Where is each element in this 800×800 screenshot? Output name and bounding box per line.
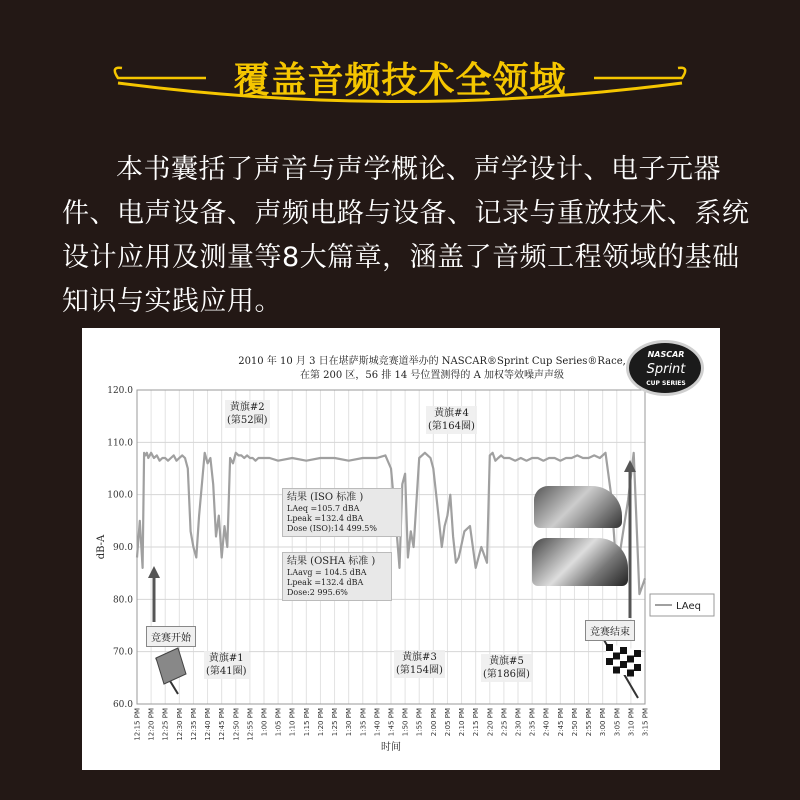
x-tick-label: 12:25 PM — [161, 708, 170, 741]
x-tick-label: 12:45 PM — [218, 708, 227, 741]
checkered-flag-square — [620, 654, 627, 661]
checkered-flag-square — [606, 665, 613, 672]
osha-results-box — [282, 552, 392, 601]
checkered-flag-square — [613, 646, 620, 653]
annotation-flag-2: 黄旗#2 (第52圈) — [227, 402, 268, 426]
x-tick-label: 2:20 PM — [486, 708, 495, 737]
y-axis-label: dB-A — [96, 534, 107, 560]
x-tick-label: 1:05 PM — [274, 708, 283, 737]
logo-brand: NASCAR — [647, 350, 685, 359]
x-tick-label: 1:15 PM — [302, 708, 311, 737]
annotation-flag-4: 黄旗#4 (第164圈) — [428, 408, 475, 432]
x-tick-label: 2:15 PM — [472, 708, 481, 737]
x-tick-label: 1:50 PM — [401, 708, 410, 737]
race-end-label: 竞赛结束 — [585, 620, 635, 641]
x-tick-label: 2:50 PM — [570, 708, 579, 737]
nascar-logo — [626, 340, 706, 400]
x-tick-label: 12:50 PM — [232, 708, 241, 741]
y-tick-label: 60.0 — [112, 700, 133, 710]
x-tick-label: 1:45 PM — [387, 708, 396, 737]
x-tick-label: 3:00 PM — [599, 708, 608, 737]
checkered-flag-square — [627, 670, 634, 677]
checkered-flag-square — [613, 653, 620, 660]
checkered-flag-square — [634, 664, 641, 671]
x-axis-label: 时间 — [381, 742, 401, 753]
osha-result-line: LAavg = 104.5 dBA — [287, 568, 367, 577]
checkered-flag-square — [634, 657, 641, 664]
race-car-image — [534, 486, 622, 528]
x-tick-label: 2:30 PM — [514, 708, 523, 737]
annotation-flag-5: 黄旗#5 (第186圈) — [483, 656, 530, 680]
x-tick-label: 3:10 PM — [627, 708, 636, 737]
checkered-flag-square — [613, 660, 620, 667]
x-tick-label: 12:30 PM — [175, 708, 184, 741]
x-tick-label: 2:10 PM — [458, 708, 467, 737]
checkered-flag-square — [606, 644, 613, 651]
y-tick-label: 100.0 — [107, 490, 133, 501]
logo-line2: CUP SERIES — [646, 380, 686, 387]
x-tick-label: 1:00 PM — [260, 708, 269, 737]
checkered-flag-square — [627, 656, 634, 663]
x-tick-label: 1:30 PM — [345, 708, 354, 737]
intro-paragraph: 本书囊括了声音与声学概论、声学设计、电子元器件、电声设备、声频电路与设备、记录与重放技术、系统设计应用及测量等8大篇章，涵盖了音频工程领域的基础知识与实践应用。 — [62, 154, 750, 317]
x-tick-label: 2:25 PM — [500, 708, 509, 737]
iso-result-line: Lpeak =132.4 dBA — [287, 514, 364, 523]
checkered-flag-square — [634, 671, 641, 678]
checkered-flag-square — [620, 647, 627, 654]
checkered-flag-square — [606, 651, 613, 658]
x-tick-label: 2:40 PM — [542, 708, 551, 737]
iso-result-line: LAeq =105.7 dBA — [287, 504, 360, 513]
checkered-flag-square — [606, 658, 613, 665]
checkered-flag-square — [627, 649, 634, 656]
iso-result-line: Dose (ISO):14 499.5% — [287, 524, 377, 533]
logo-line1: Sprint — [646, 362, 686, 377]
legend-label: LAeq — [676, 601, 701, 612]
chart-title-line1: 2010 年 10 月 3 日在堪萨斯城竞赛道举办的 NASCAR®Sprint Cup Series®Race, — [238, 356, 626, 367]
x-tick-label: 2:00 PM — [429, 708, 438, 737]
x-tick-label: 12:15 PM — [133, 708, 142, 741]
x-tick-label: 1:55 PM — [415, 708, 424, 737]
race-start-label: 竞赛开始 — [146, 626, 196, 647]
checkered-flag-square — [620, 668, 627, 675]
x-tick-label: 1:20 PM — [316, 708, 325, 737]
checkered-flag-square — [613, 667, 620, 674]
chart-svg — [82, 328, 720, 770]
annotation-flag-3: 黄旗#3 (第154圈) — [396, 652, 443, 676]
x-tick-label: 12:35 PM — [189, 708, 198, 741]
y-tick-label: 110.0 — [107, 438, 133, 449]
y-tick-label: 70.0 — [112, 647, 133, 658]
x-tick-label: 2:45 PM — [556, 708, 565, 737]
checkered-flag — [606, 644, 641, 678]
checkered-flag-square — [620, 661, 627, 668]
x-tick-label: 1:35 PM — [359, 708, 368, 737]
x-tick-label: 3:05 PM — [613, 708, 622, 737]
x-tick-label: 1:25 PM — [331, 708, 340, 737]
iso-results-box — [282, 488, 402, 537]
checkered-flag-square — [627, 663, 634, 670]
x-tick-label: 12:20 PM — [147, 708, 156, 741]
osha-result-line: Lpeak =132.4 dBA — [287, 578, 364, 587]
x-tick-label: 1:40 PM — [373, 708, 382, 737]
osha-results-title: 结果 (OSHA 标准 ) — [287, 556, 376, 567]
x-tick-label: 12:55 PM — [246, 708, 255, 741]
section-heading — [0, 20, 800, 110]
osha-result-line: Dose:2 995.6% — [287, 588, 348, 597]
y-tick-label: 90.0 — [112, 543, 133, 553]
x-tick-label: 3:15 PM — [641, 708, 650, 737]
x-tick-label: 2:35 PM — [528, 708, 537, 737]
start-arrow-head — [148, 566, 160, 578]
chart-title-line2: 在第 200 区，56 排 14 号位置测得的 A 加权等效噪声声级 — [299, 370, 564, 381]
start-flag — [156, 648, 186, 684]
x-tick-label: 2:55 PM — [585, 708, 594, 737]
x-tick-label: 1:10 PM — [288, 708, 297, 737]
y-tick-label: 80.0 — [112, 595, 133, 606]
page-title: 覆盖音频技术全领域 — [233, 59, 567, 101]
race-car-image — [532, 538, 628, 586]
chart-figure — [82, 328, 720, 770]
iso-results-title: 结果 (ISO 标准 ) — [287, 492, 364, 503]
x-tick-label: 2:05 PM — [443, 708, 452, 737]
y-tick-label: 120.0 — [107, 386, 133, 396]
annotation-flag-1: 黄旗#1 (第41圈) — [206, 653, 247, 677]
x-tick-label: 12:40 PM — [204, 708, 213, 741]
checkered-flag-square — [634, 650, 641, 657]
